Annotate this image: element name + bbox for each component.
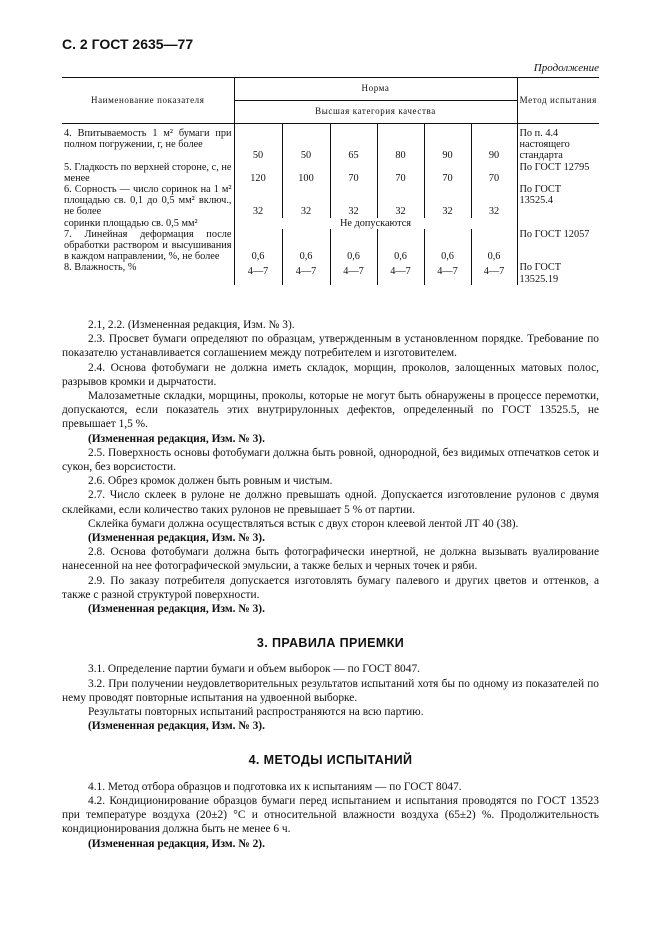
paragraph: Малозаметные складки, морщины, проколы, которые не могут быть обнаружены в процессе перемотки, допускаются, если показатель этих внутрирулонных дефектов, определенный по ГОСТ 13525.5, не превышает 1,5 %.: [62, 390, 599, 431]
row-value: 70: [330, 162, 377, 184]
table-row: [62, 229, 599, 263]
row-method: По ГОСТ 13525.4: [517, 184, 599, 218]
paragraph: 4.1. Метод отбора образцов и подготовка их к испытаниям — по ГОСТ 8047.: [88, 780, 462, 793]
table-row: [62, 262, 599, 284]
row-value: 90: [471, 124, 517, 162]
paragraph: 2.6. Обрез кромок должен быть ровным и чистым.: [88, 475, 333, 488]
header-norm: Норма: [234, 78, 517, 101]
row-value: 32: [330, 184, 377, 218]
amendment-note: (Измененная редакция, Изм. № 2).: [88, 837, 265, 850]
row-value: 50: [234, 124, 282, 162]
row-name: 8. Влажность, %: [64, 262, 137, 274]
row-value: 70: [471, 162, 517, 184]
row-value: 4—7: [424, 262, 471, 284]
row-value: 0,6: [234, 229, 282, 263]
row-method: По п. 4.4 настоящего стандарта: [517, 124, 599, 162]
paragraph: 2.4. Основа фотобумаги не должна иметь складок, морщин, проколов, залощенных матовых полос, разрывов кромки и дырчатости.: [62, 361, 599, 388]
row-value: 32: [234, 184, 282, 218]
row-method: [517, 218, 599, 229]
row-value: 32: [377, 184, 424, 218]
paragraph: 4.2. Кондиционирование образцов бумаги перед испытанием и испытания проводятся по ГОСТ 13523 при температуре воздуха (20±2) °С и относительной влажности воздуха (65±2) %. Продолжительность кондиционирования должна быть не менее 6 ч.: [62, 794, 599, 836]
table-row: [62, 124, 599, 162]
row-value: 0,6: [471, 229, 517, 263]
row-name: 5. Гладкость по верхней стороне, с, не менее: [64, 161, 232, 184]
row-method: По ГОСТ 12795: [517, 162, 599, 184]
row-name: 6. Сорность — число соринок на 1 м² площадью св. 0,1 до 0,5 мм² включ., не более: [64, 184, 232, 218]
header-indicator-name: Наименование показателя: [62, 78, 234, 124]
row-value: 0,6: [424, 229, 471, 263]
row-value: 32: [282, 184, 330, 218]
row-name: соринки площадью св. 0,5 мм²: [64, 217, 198, 229]
row-value: 120: [234, 162, 282, 184]
table-row: [62, 184, 599, 218]
row-value: 70: [424, 162, 471, 184]
row-value: 0,6: [377, 229, 424, 263]
section-heading-acceptance: 3. ПРАВИЛА ПРИЕМКИ: [256, 636, 405, 651]
row-value: 0,6: [330, 229, 377, 263]
row-value: 4—7: [282, 262, 330, 284]
amendment-note: (Измененная редакция, Изм. № 3).: [88, 432, 265, 445]
paragraph: 2.5. Поверхность основы фотобумаги должна быть ровной, однородной, без видимых отпечатков сеток и сукон, без ворсистости.: [62, 446, 599, 474]
paragraph: 2.1, 2.2. (Измененная редакция, Изм. № 3).: [88, 319, 295, 331]
row-value: 65: [330, 124, 377, 162]
amendment-note: (Измененная редакция, Изм. № 3).: [88, 720, 265, 733]
row-method: По ГОСТ 12057: [517, 229, 599, 263]
paragraph: 2.8. Основа фотобумаги должна быть фотографически инертной, не должна вызывать вуалирование нанесенной на нее фотографической эмульсии, а также белых и черных точек и ряби.: [62, 546, 599, 573]
row-value: 100: [282, 162, 330, 184]
table-row: [62, 218, 599, 229]
row-value: 80: [377, 124, 424, 162]
page-header: С. 2 ГОСТ 2635—77: [62, 36, 194, 52]
row-value: 70: [377, 162, 424, 184]
paragraph: Результаты повторных испытаний распространяются на всю партию.: [88, 706, 424, 719]
row-value: 4—7: [234, 262, 282, 284]
row-method: По ГОСТ 13525.19: [517, 262, 599, 284]
row-value: 4—7: [471, 262, 517, 284]
paragraph: 2.9. По заказу потребителя допускается изготовлять бумагу палевого и других цветов и оттенков, а также с разной структурой поверхности.: [62, 574, 599, 601]
section-heading-test-methods: 4. МЕТОДЫ ИСПЫТАНИЙ: [248, 753, 413, 768]
continuation-label: Продолжение: [533, 62, 599, 74]
row-value: 32: [424, 184, 471, 218]
document-body: [62, 318, 599, 851]
amendment-note: (Измененная редакция, Изм. № 3).: [88, 532, 265, 545]
header-test-method: Метод испытания: [517, 78, 599, 124]
row-value: 4—7: [330, 262, 377, 284]
row-value: 50: [282, 124, 330, 162]
row-value: 4—7: [377, 262, 424, 284]
paragraph: Склейка бумаги должна осуществляться встык с двух сторон клеевой лентой ЛТ 40 (38).: [88, 517, 519, 530]
paragraph: 2.7. Число склеек в рулоне не должно превышать одной. Допускается изготовление рулонов с двумя склейками, если количество таких рулонов не превышает 5 % от партии.: [62, 489, 599, 516]
row-span-value: Не допускаются: [234, 218, 517, 229]
paragraph: 3.1. Определение партии бумаги и объем выборок — по ГОСТ 8047.: [88, 663, 420, 676]
row-name: 7. Линейная деформация после обработки раствором и высушивания в каждом направлении, %, не более: [64, 228, 232, 263]
amendment-note: (Измененная редакция, Изм. № 3).: [88, 603, 265, 616]
table-row: [62, 162, 599, 184]
specification-table: [62, 77, 599, 285]
header-quality-category: Высшая категория качества: [234, 101, 517, 124]
paragraph: 3.2. При получении неудовлетворительных результатов испытаний хотя бы по одному из показателей по нему проводят повторные испытания на удвоенной выборке.: [62, 677, 599, 704]
row-value: 0,6: [282, 229, 330, 263]
row-name: 4. Впитываемость 1 м² бумаги при полном погружении, г, не более: [64, 128, 232, 151]
row-value: 32: [471, 184, 517, 218]
row-value: 90: [424, 124, 471, 162]
paragraph: 2.3. Просвет бумаги определяют по образцам, утвержденным в установленном порядке. Требование по показателю устанавливается соглашением между потребителем и изготовителем.: [62, 333, 599, 360]
